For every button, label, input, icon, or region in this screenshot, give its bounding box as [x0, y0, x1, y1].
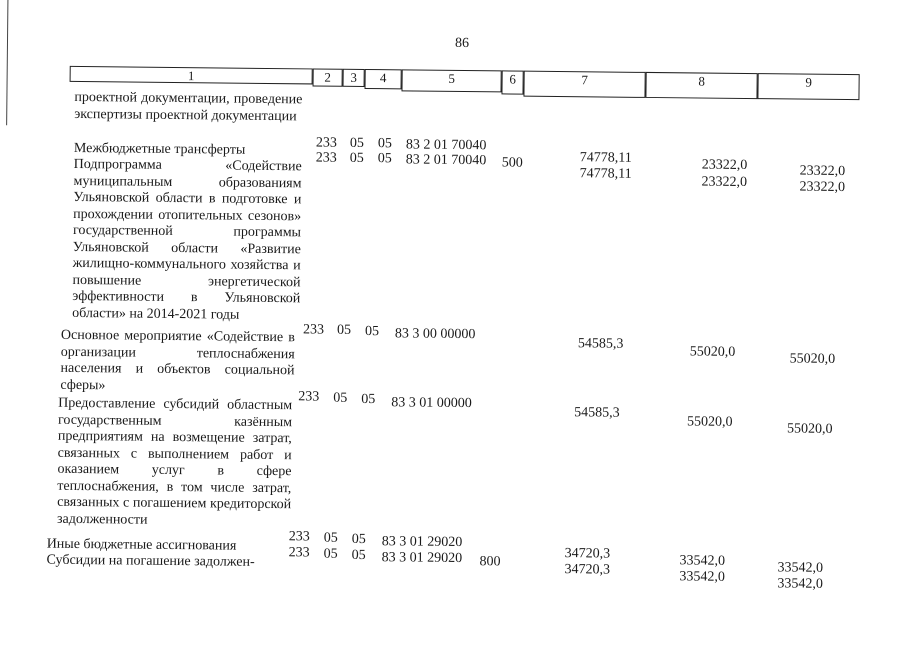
cell-code-3: 05: [323, 530, 338, 546]
header-col-6: 6: [501, 70, 523, 94]
cell-code-4: 05: [364, 324, 380, 340]
cell-code-2: 233: [288, 545, 310, 561]
cell-code-6: 800: [479, 554, 501, 570]
header-col-7: 7: [523, 71, 645, 98]
cell-col-7: 54585,3: [577, 336, 624, 352]
cell-col-7: 74778,11: [579, 150, 632, 166]
header-col-3: 3: [343, 69, 365, 87]
row-description: Предоставление субсидий областным государственным казённым предприятиям на возмещение затрат, связанных с выполнением работ и оказанием услуг в сфере теплоснабжения, в том числе затрат, связанных с погашением кредиторской задолженности: [56, 395, 293, 528]
cell-code-4: 05: [351, 547, 366, 564]
cell-code-3: 05: [323, 546, 338, 562]
row-description: Подпрограмма «Содействие муниципальным образованиям Ульяновской области в подготовке и прохождении отопительных сезонов» государственной программы Ульяновской области «Развитие жилищно-коммунального хозяйства и повышение энергетической эффективности в Ульяновской области» на 2014-2021 годы: [72, 156, 302, 323]
header-col-2: 2: [313, 68, 343, 86]
cell-col-7: 54585,3: [574, 405, 620, 421]
cell-col-9: 55020,0: [786, 421, 833, 437]
cell-code-3: 05: [333, 390, 348, 406]
row-description: Субсидии на погашение задолжен-: [46, 552, 255, 570]
cell-code-4: 05: [377, 136, 393, 152]
cell-code-5: 83 2 01 70040: [405, 152, 487, 169]
cell-code-5: 83 3 01 29020: [381, 534, 463, 551]
cell-code-3: 05: [349, 135, 365, 151]
row-description: проектной документации, проведение экспертизы проектной документации: [74, 89, 303, 124]
cell-col-9: 33542,0: [777, 576, 823, 592]
page-number: 86: [454, 35, 470, 52]
header-col-9: 9: [757, 73, 859, 100]
cell-code-5: 83 2 01 70040: [405, 137, 487, 154]
cell-code-2: 233: [288, 529, 310, 545]
cell-col-9: 23322,0: [799, 179, 846, 196]
cell-code-5: 83 3 01 29020: [381, 550, 463, 567]
cell-col-9: 55020,0: [789, 351, 836, 367]
cell-code-2: 233: [315, 150, 337, 166]
cell-code-6: 500: [501, 155, 523, 171]
cell-col-9: 23322,0: [799, 163, 846, 180]
row-description: Межбюджетные трансферты: [73, 140, 246, 158]
header-col-8: 8: [645, 72, 757, 99]
cell-col-8: 33542,0: [679, 553, 726, 569]
cell-col-8: 23322,0: [701, 157, 748, 173]
header-col-4: 4: [365, 69, 402, 89]
cell-col-9: 33542,0: [777, 560, 824, 576]
cell-col-7: 34720,3: [564, 546, 611, 562]
cell-col-7: 34720,3: [564, 562, 611, 578]
cell-code-4: 05: [351, 531, 366, 548]
header-col-1: 1: [70, 66, 313, 85]
cell-code-3: 05: [349, 150, 364, 166]
cell-col-8: 55020,0: [686, 414, 733, 430]
cell-code-2: 233: [315, 135, 338, 151]
cell-col-8: 23322,0: [701, 174, 748, 190]
row-description: Иные бюджетные ассигнования: [46, 536, 237, 554]
row-description: Основное мероприятие «Содействие в организации теплоснабжения населения и объектов социальной сферы»: [60, 327, 295, 393]
cell-col-8: 55020,0: [689, 344, 736, 360]
cell-code-4: 05: [361, 391, 376, 408]
cell-code-4: 05: [377, 151, 392, 167]
cell-code-3: 05: [336, 322, 352, 338]
cell-col-8: 33542,0: [679, 569, 726, 585]
header-col-5: 5: [401, 69, 501, 92]
cell-code-5: 83 3 01 00000: [391, 395, 472, 412]
cell-col-7: 74778,11: [579, 166, 632, 182]
cell-code-2: 233: [298, 389, 320, 405]
margin-line: [6, 0, 8, 125]
cell-code-5: 83 3 00 00000: [394, 326, 476, 343]
cell-code-2: 233: [302, 322, 325, 338]
